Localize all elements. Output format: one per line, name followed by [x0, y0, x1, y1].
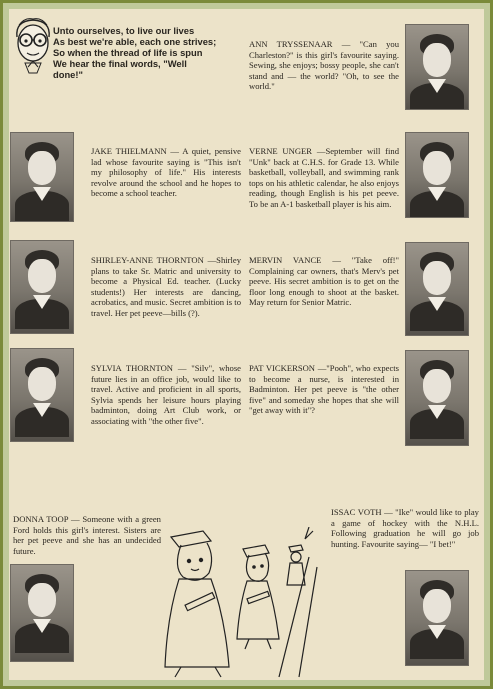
student-entry [91, 146, 241, 199]
student-description: —September will find "Unk" back at C.H.S. for Grade 13. While basketball, volleyball, and swimming rank tops on his athletic calendar, he also enjoys reading, though English is his pet peeve. To be an A-1 basketball player is his aim. [249, 146, 399, 209]
student-photo [406, 243, 468, 335]
student-photo [11, 133, 73, 221]
student-entry [91, 363, 241, 427]
student-name: JAKE THIELMANN [91, 146, 167, 156]
student-name: DONNA TOOP [13, 514, 69, 524]
student-name: MERVIN VANCE [249, 255, 322, 265]
student-description: —"Pooh", who expects to become a nurse, is interested in Badminton. Her pet peeve is "the other five" and someday she hopes that she will "get away with it"? [249, 363, 399, 416]
student-entry [249, 255, 399, 308]
poem-line: As best we're able, each one strives; [53, 36, 217, 47]
student-name: ANN TRYSSENAAR [249, 39, 333, 49]
poem-line: So when the thread of life is spun [53, 47, 203, 58]
student-photo [406, 133, 468, 217]
student-description: — Someone with a green Ford holds this girl's interest. Sisters are her pet peeve and she has an undecided future. [13, 514, 161, 556]
student-photo [406, 25, 468, 109]
student-description: —Shirley plans to take Sr. Matric and university to become a Physical Ed. teacher. (Lucky students!) Her interests are dancing, acrobatics, and music. Secret ambition is to travel. Her pet peeve—bills (?). [91, 255, 241, 318]
poem-line: done!" [53, 69, 83, 80]
student-name: ISSAC VOTH [331, 507, 382, 517]
yearbook-page [9, 9, 484, 680]
poem [53, 25, 239, 80]
student-name: SYLVIA THORNTON [91, 363, 173, 373]
student-photo [11, 241, 73, 333]
student-photo [406, 571, 468, 665]
poem-line: We hear the final words, "Well [53, 58, 187, 69]
student-entry [249, 363, 399, 416]
graduates-cartoon-icon [159, 527, 319, 679]
student-name: PAT VICKERSON [249, 363, 316, 373]
student-entry [249, 146, 399, 210]
student-description: — "Silv", whose future lies in an office job, would like to travel. Active and proficient in all sports, Sylvia spends her leisure hours playing badminton, doing Art Club work, or associating with "the other five". [91, 363, 241, 426]
student-photo [11, 565, 73, 661]
student-photo [406, 351, 468, 445]
student-entry [13, 514, 161, 556]
student-description: — "Ike" would like to play a game of hockey with the N.H.L. Following graduation he will go job hunting. Favourite saying— "I bet!" [331, 507, 479, 549]
student-name: SHIRLEY-ANNE THORNTON [91, 255, 204, 265]
student-entry [91, 255, 241, 319]
student-photo [11, 349, 73, 441]
student-description: — "Can you Charleston?" is this girl's favourite saying. Sewing, she enjoys; bossy people, she can't stand and — the world? "Oh, to see the world." [249, 39, 399, 92]
student-description: — A quiet, pensive lad whose favourite saying is "This isn't my philosophy of life." His interests revolve around the school and he hopes to become a school teacher. [91, 146, 241, 199]
glasses-girl-cartoon-icon [11, 15, 55, 77]
poem-line: Unto ourselves, to live our lives [53, 25, 195, 36]
student-name: VERNE UNGER [249, 146, 313, 156]
student-description: — "Take off!" Complaining car owners, that's Merv's pet peeve. His secret ambition is to get on the floor long enough to shoot at the basket. May return for Senior Matric. [249, 255, 399, 308]
student-entry [249, 39, 399, 92]
student-entry [331, 507, 479, 549]
